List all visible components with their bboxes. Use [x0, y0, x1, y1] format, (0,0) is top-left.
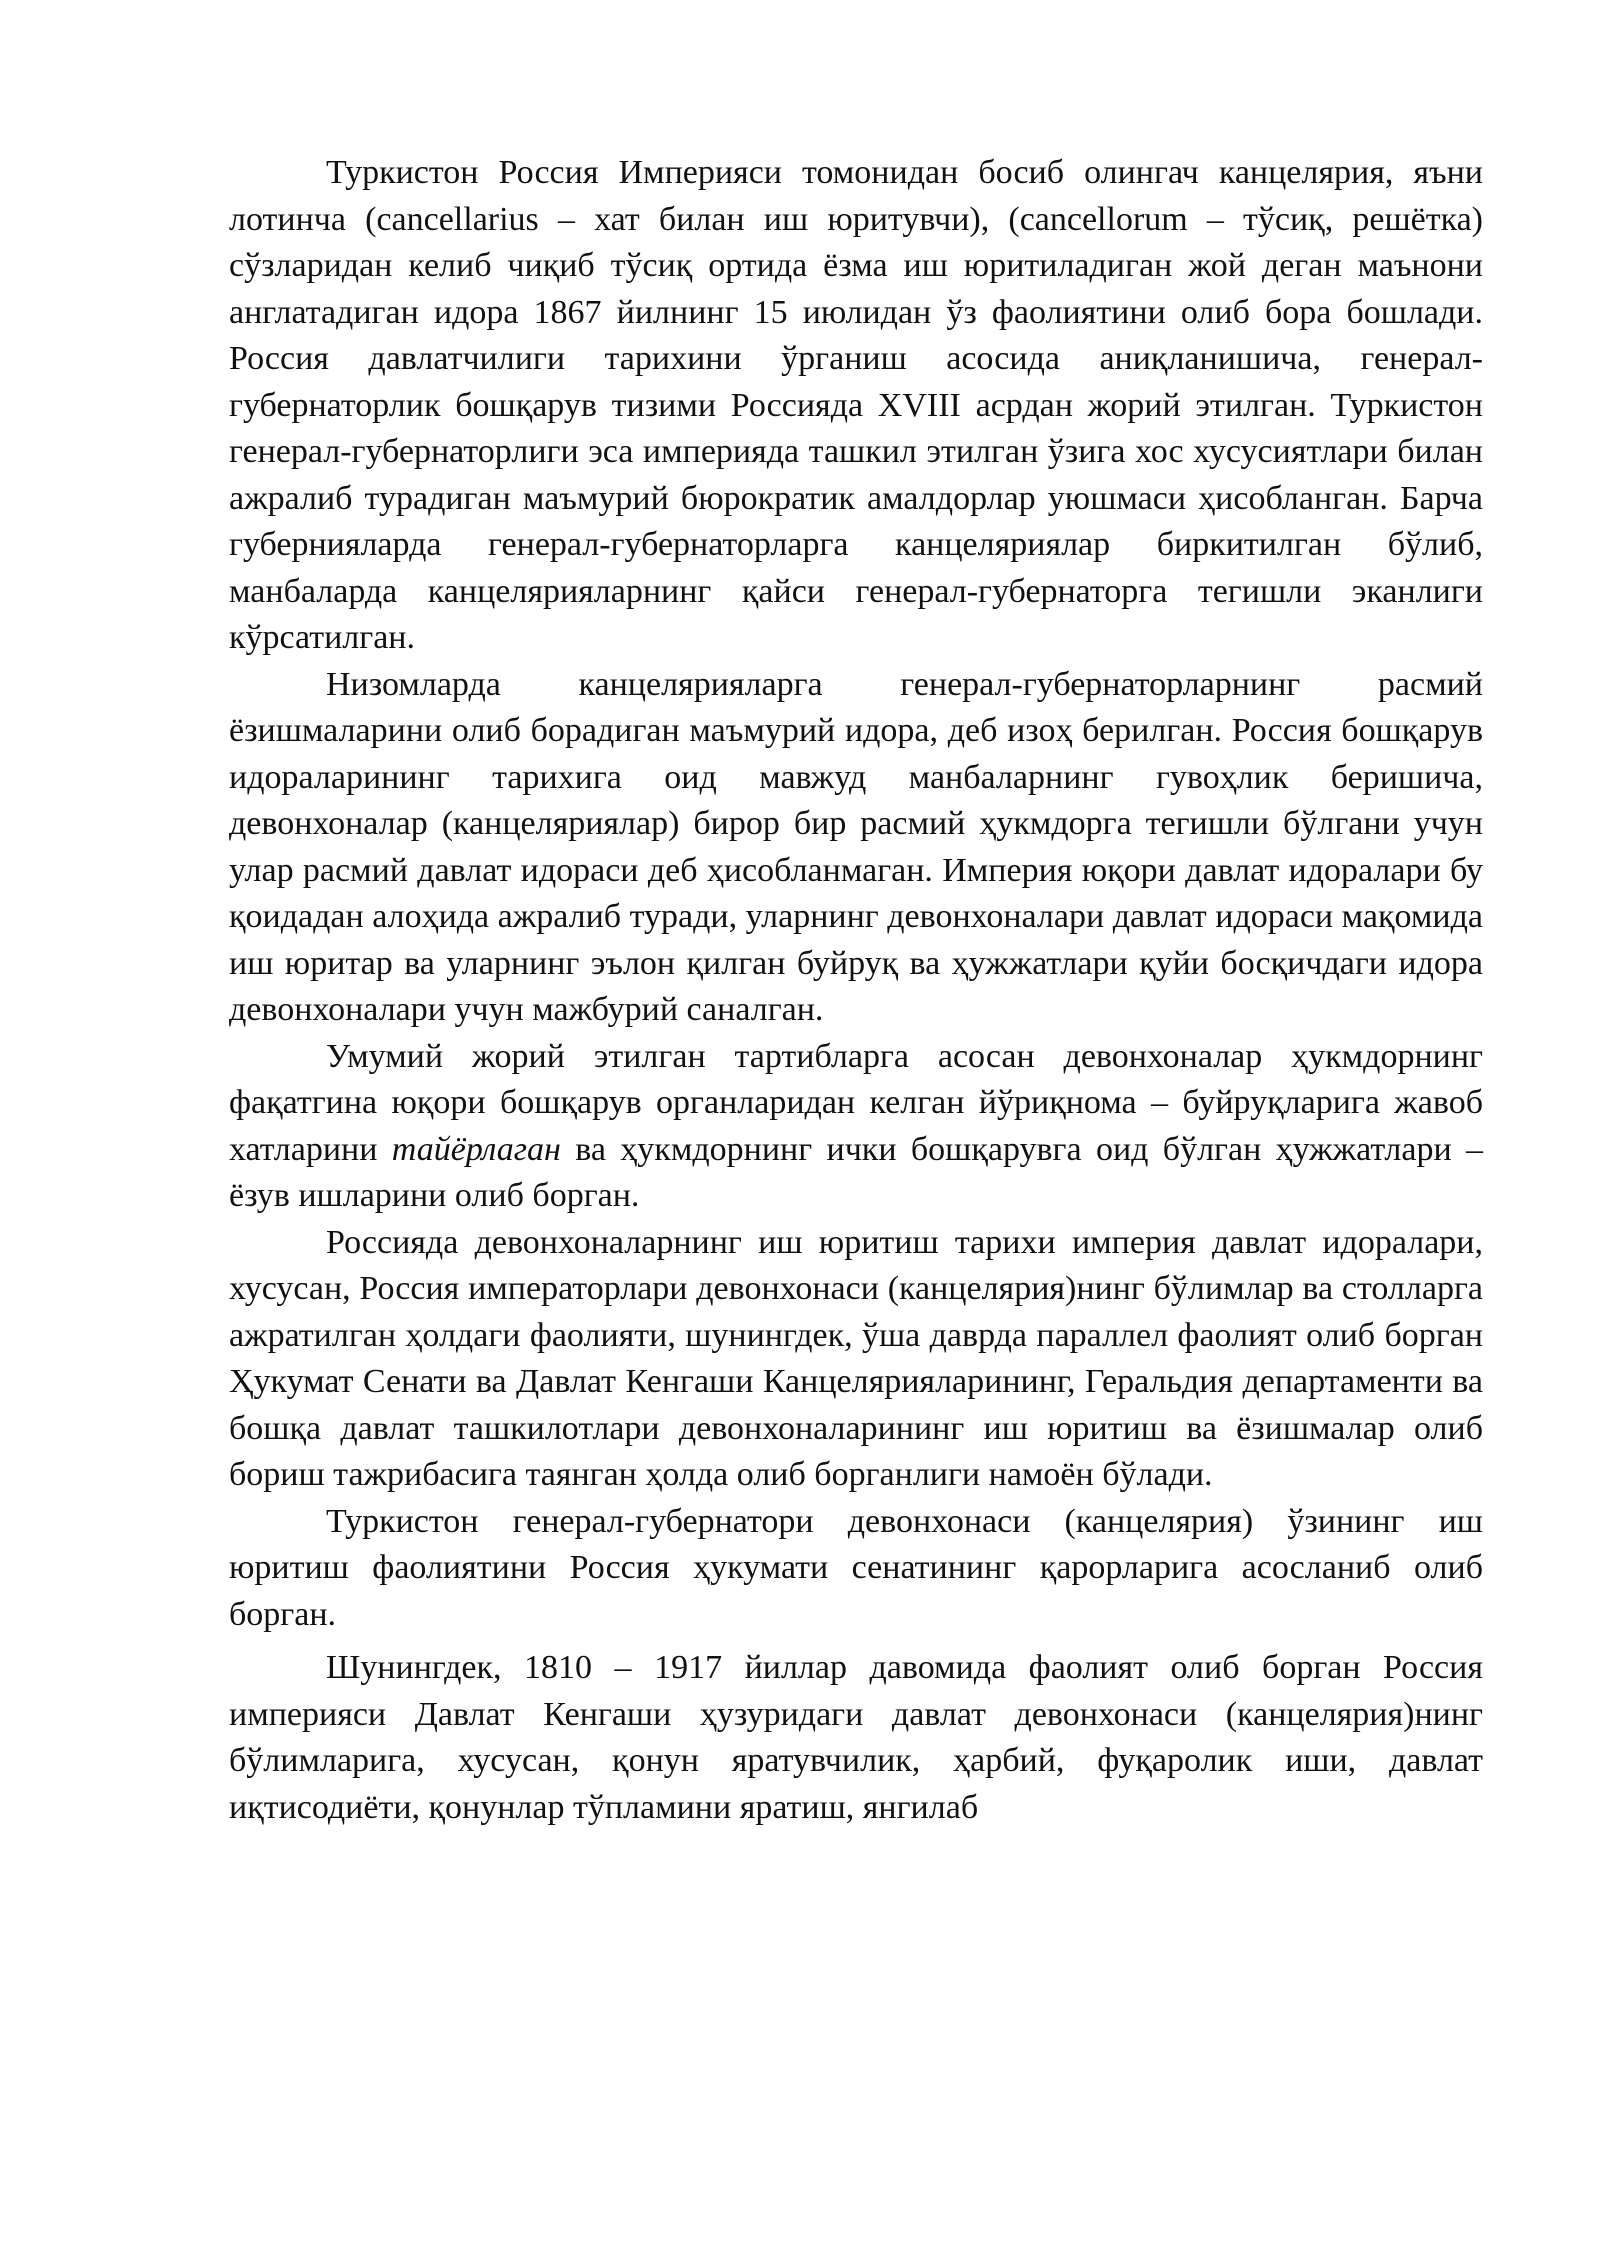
- document-body: [229, 150, 1483, 1831]
- paragraph-5: Туркистон генерал-губернатори девонхонаси (канцелярия) ўзининг иш юритиш фаолиятини Россия ҳукумати сенатининг қарорларига асосланиб олиб борган.: [229, 1502, 1483, 1633]
- paragraph-2: Низомларда канцелярияларга генерал-губернаторларнинг расмий ёзишмаларини олиб борадиган маъмурий идора, деб изоҳ берилган. Россия бошқарув идораларининг тарихига оид мавжуд манбаларнинг гувоҳлик беришича, девонхоналар (канцеляриялар) бирор бир расмий ҳукмдорга тегишли бўлгани учун улар расмий давлат идораси деб ҳисобланмаган. Империя юқори давлат идоралари бу қоидадан алоҳида ажралиб туради, уларнинг девонхоналари давлат идораси мақомида иш юритар ва уларнинг эълон қилган буйруқ ва ҳужжатлари қуйи босқичдаги идора девонхоналари учун мажбурий саналган.: [229, 665, 1483, 1028]
- paragraph-3-text-before: Умумий жорий этилган тартибларга асосан девонхоналар ҳукмдорнинг фақатгина юқори бошқарув органларидан келган йўриқнома – буйруқларига жавоб хатларини: [229, 1037, 1483, 1168]
- paragraph-1: Туркистон Россия Империяси томонидан босиб олингач канцелярия, яъни лотинча (cancellarius – хат билан иш юритувчи), (cancellorum – тўсиқ, решётка) сўзларидан келиб чиқиб тўсиқ ортида ёзма иш юритиладиган жой деган маънони англатадиган идора 1867 йилнинг 15 июлидан ўз фаолиятини олиб бора бошлади. Россия давлатчилиги тарихини ўрганиш асосида аниқланишича, генерал-губернаторлик бошқарув тизими Россияда XVIII асрдан жорий этилган. Туркистон генерал-губернаторлиги эса империяда ташкил этилган ўзига хос хусусиятлари билан ажралиб турадиган маъмурий бюрократик амалдорлар уюшмаси ҳисобланган. Барча губернияларда генерал-губернаторларга канцеляриялар биркитилган бўлиб, манбаларда канцелярияларнинг қайси генерал-губернаторга тегишли эканлиги кўрсатилган.: [229, 154, 1483, 656]
- paragraph-6: Шунингдек, 1810 – 1917 йиллар давомида фаолият олиб борган Россия империяси Давлат Кенгаши ҳузуридаги давлат девонхонаси (канцелярия)нинг бўлимларига, хусусан, қонун яратувчилик, ҳарбий, фуқаролик иши, давлат иқтисодиёти, қонунлар тўпламини яратиш, янгилаб: [229, 1649, 1483, 1826]
- paragraph-3-text-after: ва ҳукмдорнинг ички бошқарувга оид бўлган ҳужжатлари – ёзув ишларини олиб борган.: [229, 1130, 1483, 1214]
- paragraph-3: [229, 1034, 1483, 1220]
- paragraph-4: Россияда девонхоналарнинг иш юритиш тарихи империя давлат идоралари, хусусан, Россия императорлари девонхонаси (канцелярия)нинг бўлимлар ва столларга ажратилган ҳолдаги фаолияти, шунингдек, ўша даврда параллел фаолият олиб борган Ҳукумат Сенати ва Давлат Кенгаши Канцелярияларининг, Геральдия департаменти ва бошқа давлат ташкилотлари девонхоналарининг иш юритиш ва ёзишмалар олиб бориш тажрибасига таянган ҳолда олиб борганлиги намоён бўлади.: [229, 1223, 1483, 1493]
- paragraph-3-italic-word: тайёрлаган: [391, 1130, 561, 1168]
